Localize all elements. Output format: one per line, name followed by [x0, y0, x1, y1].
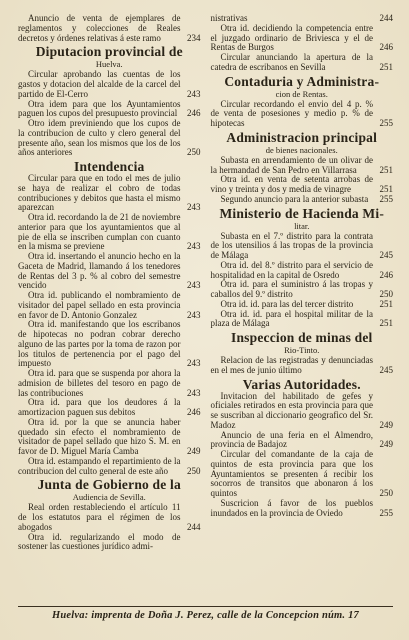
right-column [211, 14, 394, 604]
page-number: 234 [187, 32, 201, 43]
section-title: Junta de Gobierno de la [37, 477, 181, 493]
entry-text: Otra id. del 8.º distrito para el servicio de hospitalidad en la capital de Osredo [210, 259, 373, 280]
page-number: 246 [379, 269, 393, 280]
index-entry [18, 119, 201, 158]
entry-text: Circular anunciando la apertura de la catedra de escribanos en Sevilla [210, 52, 373, 72]
index-entry [18, 457, 201, 477]
entry-text: Otra id. para que los deudores á la amortizacion paguen sus debitos [18, 397, 181, 417]
page-number: 244 [379, 14, 393, 23]
index-entry [211, 450, 394, 499]
entry-text: Anuncio de venta de ejemplares de reglamentos y colecciones de Reales decretos y órdenes relativas á este ramo [18, 14, 181, 43]
index-entry [18, 213, 201, 252]
section-title: Ministerio de Hacienda Mi- [219, 205, 385, 221]
index-entry [18, 291, 201, 320]
page-number: 251 [379, 298, 393, 309]
page-number: 255 [379, 507, 393, 518]
index-entry [211, 392, 394, 431]
index-entry [18, 418, 201, 457]
entry-text: nistrativas [210, 14, 248, 23]
section-title: Intendencia [74, 159, 145, 174]
entry-text: Otra id. para el suministro á las tropas y caballos del 9.º distrito [210, 279, 373, 299]
entry-text: Otra id. estampando el repartimiento de la contribucion del culto general de este año [18, 455, 181, 476]
entry-text: Subasta en arrendamiento de un olivar de la hermandad de San Pedro en Villarrasa [210, 154, 373, 175]
page-number: 243 [187, 88, 201, 99]
page-number: 250 [187, 147, 201, 158]
section-subtitle: de bienes nacionales. [265, 144, 338, 155]
page-number: 250 [379, 488, 393, 498]
page-number: 245 [379, 364, 393, 375]
entry-text: Circular recordando el envio del 4 p. % de venta de posesiones y medio p. % de hipotecas [210, 98, 373, 128]
entry-text: Otra id. recordando la de 21 de noviembre anterior para que los ayuntamientos que al pie de ella se inscriben cumplan con cuanto en la misma se previene [18, 212, 181, 252]
page-number: 245 [379, 250, 393, 260]
index-entry [211, 310, 394, 330]
index-entry [18, 533, 201, 553]
left-column [18, 14, 201, 604]
index-entry [211, 195, 394, 205]
section-heading [18, 160, 201, 174]
index-entry [18, 369, 201, 398]
page-number: 244 [187, 521, 201, 532]
entry-text: Subasta en el 7.º distrito para la contrata de los utensilios á las tropas de la provincia de Málaga [210, 230, 373, 260]
entry-text: Otra id. id. para las del tercer distrito [220, 298, 354, 309]
section-heading [211, 378, 394, 392]
index-entry [211, 156, 394, 176]
page-number: 255 [379, 193, 393, 204]
index-entry [18, 100, 201, 120]
section-subtitle: litar. [294, 220, 310, 231]
section-heading [18, 45, 201, 69]
page-number: 251 [379, 318, 393, 329]
entry-text: Otra id. id. para el hospital militar de la plaza de Málaga [210, 308, 373, 329]
entry-text: Circular del comandante de la caja de quintos de esta provincia para que los Ayuntamientos se presenten á recibir los socorros de transitos que abonaron á los quintos [210, 449, 373, 498]
page-number: 246 [187, 108, 201, 119]
entry-text: Circular para que en todo el mes de julio se haya de realizar el cobro de todas contribuciones y debitos que hasta el mismo aparezcan [18, 173, 181, 213]
page-number: 243 [187, 241, 201, 252]
page-number: 243 [187, 358, 201, 369]
section-heading [18, 478, 201, 502]
page-number: 246 [187, 407, 201, 417]
section-title: Contaduria y Administra- [224, 73, 380, 89]
entry-text: Otra id. publicando el nombramiento de visitador del papel sellado en esta provincia en favor de D. Antonio Gonzalez [18, 290, 181, 320]
entry-text: Otra id. manifestando que los escribanos de hipotecas no podran cobrar derecho alguno de las partes por la toma de razon por los titulos de pertenencia por el pago del impuesto [18, 319, 181, 369]
index-entry [18, 398, 201, 418]
section-title: Administracion principal [226, 129, 378, 145]
index-entry [211, 356, 394, 376]
index-entry [211, 431, 394, 451]
entry-text: Otra id. para que se suspenda por ahora la admision de billetes del tesoro en pago de las contribuciones [18, 368, 181, 398]
entry-text: Invitacion del habilitado de gefes y oficiales retirados en esta provincia para que se suscriban al diccionario geografico del Sr. Madoz [210, 390, 373, 430]
index-entry [18, 503, 201, 532]
entry-text: Circular aprobando las cuentas de los gastos y dotacion del alcalde de la carcel del partido de El-Cerro [18, 69, 181, 99]
index-entry [18, 320, 201, 369]
entry-text: Segundo anuncio para la anterior subasta [220, 193, 369, 204]
index-entry [211, 499, 394, 519]
section-subtitle: cion de Rentas. [275, 88, 328, 99]
entry-text: Otra idem para que los Ayuntamientos paguen los cupos del presupuesto provincial [18, 98, 181, 119]
page-number: 243 [187, 387, 201, 398]
entry-text: Otra id. en venta de setenta arrobas de vino y treinta y dos y media de vinagre [210, 174, 373, 194]
entry-text: Otra id. insertando el anuncio hecho en la Gaceta de Madrid, llamando á los tenedores de Rentas del 3 p. % al cobro del semestre vencido [18, 251, 181, 291]
entry-text: Real orden restableciendo el artículo 11 de los estatutos para el régimen de los abogados [18, 502, 181, 532]
index-entry [18, 252, 201, 291]
entry-text: Otro idem previniendo que los cupos de la contribucion de culto y clero general del presente año, sean los mismos que los de los años anteriores [18, 118, 181, 158]
page-number: 243 [187, 202, 201, 213]
page-number: 249 [379, 439, 393, 450]
section-subtitle: Rio-Tinto. [284, 345, 320, 355]
index-entry [211, 175, 394, 195]
page-number: 246 [379, 42, 393, 53]
entry-text: Relacion de las registradas y denunciadas en el mes de junio último [210, 355, 373, 375]
index-entry [18, 174, 201, 213]
index-entry [211, 24, 394, 53]
section-title: Diputacion provincial de [35, 44, 183, 60]
entry-text: Otra id. regularizando el modo de sostener las cuestiones jurídico admi- [18, 531, 181, 552]
index-entry [18, 70, 201, 99]
section-heading [211, 75, 394, 99]
index-entry [211, 232, 394, 261]
section-subtitle: Audiencia de Sevilla. [72, 492, 146, 503]
entry-text: Suscricion á favor de los pueblos inundados en la provincia de Oviedo [210, 497, 373, 518]
section-title: Varias Autoridades. [242, 376, 361, 392]
page-number: 251 [379, 184, 393, 194]
index-entry [211, 261, 394, 281]
section-subtitle: Huelva. [95, 59, 123, 70]
printer-imprint: Huelva: imprenta de Doña J. Perez, calle de la Concepcion núm. 17 [18, 606, 393, 621]
index-entry [211, 100, 394, 129]
index-entry [18, 14, 201, 43]
index-columns [18, 14, 393, 604]
section-heading [211, 331, 394, 355]
entry-text: Otra id. por la que se anuncia haber quedado sin efecto el nombramiento de visitador de papel sellado que hizo S. M. en favor de D. Miguel María Camba [18, 416, 181, 456]
entry-text: Otra id. decidiendo la competencia entre el juzgado ordinario de Briviesca y el de Rentas de Burgos [210, 22, 373, 53]
page-number: 243 [187, 309, 201, 320]
page-number: 251 [379, 164, 393, 175]
index-entry [211, 53, 394, 73]
page-number: 251 [379, 61, 393, 72]
section-heading [211, 207, 394, 231]
index-entry [211, 280, 394, 300]
page-number: 250 [187, 465, 201, 476]
page-number: 249 [379, 419, 393, 430]
page-number: 243 [187, 280, 201, 291]
page-number: 249 [187, 446, 201, 456]
section-title: Inspeccion de minas del [231, 330, 373, 345]
page-number: 255 [379, 118, 393, 128]
page-number: 250 [379, 289, 393, 299]
entry-text: Anuncio de una feria en el Almendro, provincia de Badajoz [210, 429, 373, 450]
section-heading [211, 131, 394, 155]
